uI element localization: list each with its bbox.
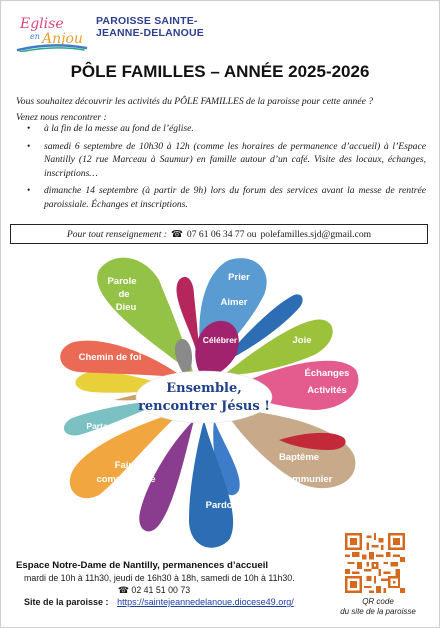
phone-icon: ☎ xyxy=(118,586,129,596)
petal-parole-label: Dieu xyxy=(115,302,137,313)
petal-joie-label: Joie xyxy=(292,335,312,346)
petal-pardon-label: Pardon xyxy=(205,500,239,511)
petal-parole-label: de xyxy=(118,289,130,300)
footer-phone-line xyxy=(118,585,190,596)
contact-phone[interactable]: 07 61 06 34 77 ou xyxy=(186,228,257,240)
petal-communier-label: Communier xyxy=(279,474,333,485)
list-item: • samedi 6 septembre de 10h30 à 12h (comme les horaires de permanence d’accueil) à l’Espace Nantilly (12 rue Marceau à Saumur) en famille autour d’un café. Visite des locaux, échanges, inscriptions… xyxy=(16,140,426,181)
phone-icon: ☎ xyxy=(170,228,183,240)
petal-parole-label: Parole xyxy=(107,276,137,287)
svg-text:Anjou: Anjou xyxy=(42,31,83,47)
petal-celebrer-label: Célébrer xyxy=(202,335,238,345)
page-title: PÔLE FAMILLES – ANNÉE 2025-2026 xyxy=(70,62,370,81)
footer-site xyxy=(24,597,294,607)
list-item: • dimanche 14 septembre (à partir de 9h) lors du forum des services avant la messe de rentrée paroissiale. Échanges et inscriptions. xyxy=(16,184,426,211)
petal-chemin-label: Chemin de foi xyxy=(78,352,142,363)
qr-caption xyxy=(330,597,426,616)
parish-name xyxy=(96,15,204,39)
petal-aimer-label: Aimer xyxy=(220,297,248,308)
flower-illustration xyxy=(44,250,374,550)
petal-faire-label: Faire xyxy=(114,460,138,471)
svg-text:en: en xyxy=(30,32,40,41)
petal-echanges-label: Échanges xyxy=(304,368,350,379)
petal-bapteme-label: Baptême xyxy=(278,452,320,463)
contact-email[interactable]: polefamilles.sjd@gmail.com xyxy=(260,228,372,240)
qr-code[interactable] xyxy=(345,533,405,593)
site-link[interactable]: https://saintejeannedelanoue.diocese49.org/ xyxy=(117,597,294,607)
intro-text: Vous souhaitez découvrir les activités du PÔLE FAMILLES de la paroisse pour cette année ? xyxy=(16,96,374,107)
parish-name-line2: JEANNE-DELANOUE xyxy=(96,27,205,39)
petal-prier-label: Prier xyxy=(228,272,250,283)
footer-hours: mardi de 10h à 11h30, jeudi de 16h30 à 18h, samedi de 10h à 11h30. xyxy=(24,573,295,583)
contact-box xyxy=(10,224,428,244)
petal-faire-label: communauté xyxy=(96,474,156,485)
center-line2: rencontrer Jésus ! xyxy=(138,399,270,414)
flower-center xyxy=(136,371,272,423)
footer-title: Espace Notre-Dame de Nantilly, permanences d’accueil xyxy=(16,560,269,571)
petal-activites-label: Activités xyxy=(307,385,347,396)
qr-caption-line2: du site de la paroisse xyxy=(340,606,416,616)
contact-label: Pour tout renseignement : xyxy=(66,228,167,240)
footer-phone[interactable]: 02 41 51 00 73 xyxy=(131,585,191,595)
center-line1: Ensemble, xyxy=(166,381,242,396)
meeting-list xyxy=(16,122,426,215)
petal-partage-label: Partage xyxy=(86,421,118,431)
meet-label: Venez nous rencontrer : xyxy=(16,112,107,123)
list-item: • à la fin de la messe au fond de l’église. xyxy=(16,122,426,136)
svg-text:Eglise: Eglise xyxy=(20,16,64,32)
parish-name-line1: PAROISSE SAINTE- xyxy=(96,15,198,27)
diocese-logo xyxy=(16,12,88,52)
qr-caption-line1: QR code xyxy=(362,597,394,606)
site-label: Site de la paroisse : xyxy=(24,597,109,607)
